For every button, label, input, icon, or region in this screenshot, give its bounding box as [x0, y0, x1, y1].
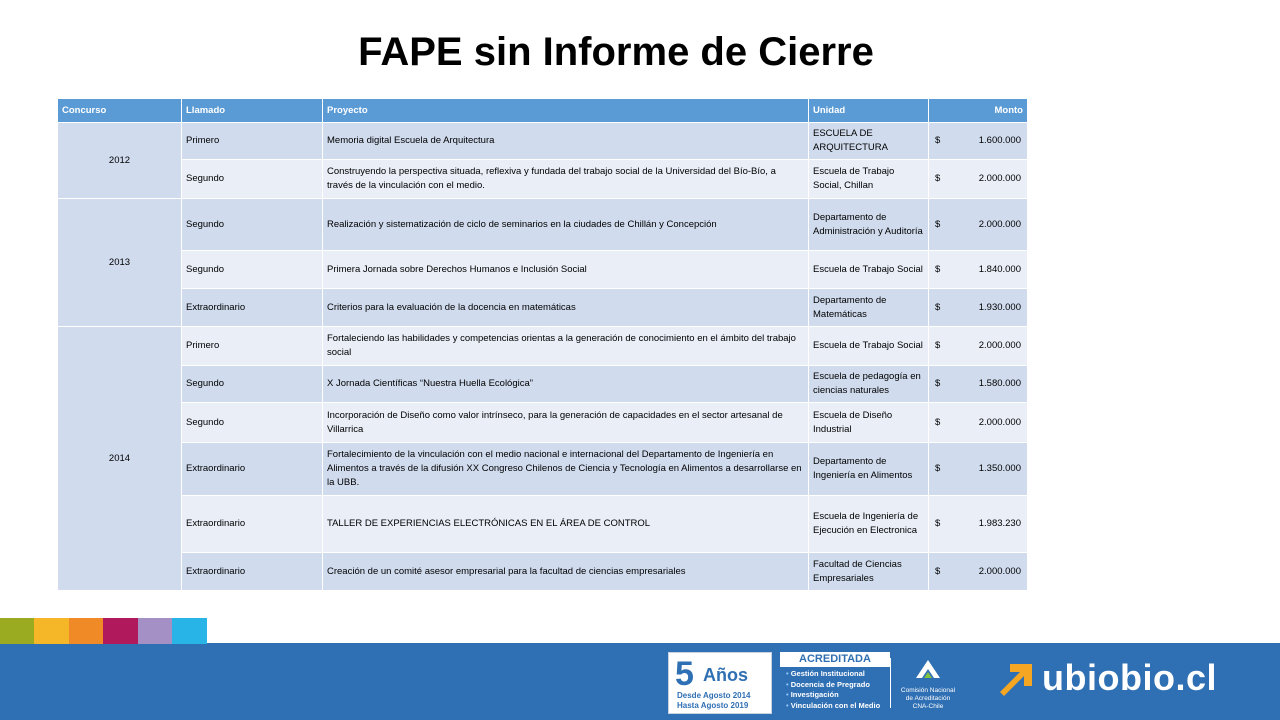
table-row — [58, 327, 1028, 366]
stripe — [138, 618, 172, 644]
monto-value: 2.000.000 — [978, 218, 1021, 230]
unidad-cell: ESCUELA DE ARQUITECTURA — [809, 123, 929, 160]
unidad-cell: Departamento de Administración y Auditoría — [809, 199, 929, 251]
stripe — [0, 618, 34, 644]
table-row — [58, 251, 1028, 289]
stripe — [69, 618, 103, 644]
table-row — [58, 199, 1028, 251]
stripe — [172, 618, 207, 644]
cna-line: CNA-Chile — [912, 703, 944, 710]
monto-cell — [929, 160, 1028, 199]
monto-value: 2.000.000 — [978, 173, 1021, 185]
accreditation-item: • Docencia de Pregrado — [780, 680, 890, 691]
brand-text: ubiobio.cl — [1042, 657, 1217, 698]
arrow-logo-icon — [996, 660, 1036, 696]
accreditation-item: • Investigación — [780, 690, 890, 701]
cna-line: de Acreditación — [905, 695, 951, 702]
llamado-cell: Segundo — [182, 199, 323, 251]
llamado-cell: Extraordinario — [182, 496, 323, 553]
proyecto-cell: Fortalecimiento de la vinculación con el medio nacional e internacional del Departamento de Ingeniería en Alimentos a través de la difusión XX Congreso Chilenos de Ciencia y Tecnología en Alimentos a desarrollarse en la UBB. — [323, 443, 809, 496]
accreditation-item: • Vinculación con el Medio — [780, 701, 890, 712]
table-row — [58, 496, 1028, 553]
currency-symbol: $ — [935, 173, 941, 185]
unidad-cell: Departamento de Ingeniería en Alimentos — [809, 443, 929, 496]
header-proyecto: Proyecto — [323, 99, 809, 123]
badge-number: 5 — [675, 655, 694, 693]
table-row — [58, 403, 1028, 443]
proyecto-cell: Memoria digital Escuela de Arquitectura — [323, 123, 809, 160]
unidad-cell: Escuela de pedagogía en ciencias naturales — [809, 366, 929, 403]
proyecto-cell: Creación de un comité asesor empresarial para la facultad de ciencias empresariales — [323, 553, 809, 591]
unidad-cell: Escuela de Trabajo Social — [809, 327, 929, 366]
currency-symbol: $ — [935, 416, 941, 428]
monto-value: 1.930.000 — [978, 301, 1021, 313]
accreditation-item: • Gestión Institucional — [780, 669, 890, 680]
cna-logo — [893, 652, 963, 714]
unidad-cell: Departamento de Matemáticas — [809, 289, 929, 327]
monto-cell — [929, 366, 1028, 403]
accreditation-box — [780, 652, 890, 714]
unidad-cell: Escuela de Trabajo Social — [809, 251, 929, 289]
year-cell: 2012 — [58, 123, 182, 199]
monto-cell — [929, 289, 1028, 327]
llamado-cell: Segundo — [182, 366, 323, 403]
unidad-cell: Escuela de Diseño Industrial — [809, 403, 929, 443]
badge-to: Hasta Agosto 2019 — [677, 701, 749, 710]
header-llamado: Llamado — [182, 99, 323, 123]
currency-symbol: $ — [935, 378, 941, 390]
unidad-cell: Escuela de Ingeniería de Ejecución en Electronica — [809, 496, 929, 553]
badge-from: Desde Agosto 2014 — [677, 691, 751, 700]
monto-value: 2.000.000 — [978, 340, 1021, 352]
color-stripes — [0, 618, 207, 644]
slide-title: FAPE sin Informe de Cierre — [358, 30, 874, 74]
stripe — [34, 618, 69, 644]
monto-cell — [929, 403, 1028, 443]
proyecto-cell: Realización y sistematización de ciclo de seminarios en la ciudades de Chillán y Concepción — [323, 199, 809, 251]
currency-symbol: $ — [935, 301, 941, 313]
year-cell: 2013 — [58, 199, 182, 327]
monto-cell — [929, 123, 1028, 160]
proyecto-cell: Criterios para la evaluación de la docencia en matemáticas — [323, 289, 809, 327]
monto-cell — [929, 443, 1028, 496]
proyecto-cell: Primera Jornada sobre Derechos Humanos e Inclusión Social — [323, 251, 809, 289]
unidad-cell: Facultad de Ciencias Empresariales — [809, 553, 929, 591]
accreditation-title: ACREDITADA — [780, 652, 890, 667]
footer-divider — [890, 658, 891, 708]
monto-value: 2.000.000 — [978, 416, 1021, 428]
proyecto-cell: Incorporación de Diseño como valor intrínseco, para la generación de capacidades en el sector artesanal de Villarrica — [323, 403, 809, 443]
monto-cell — [929, 327, 1028, 366]
currency-symbol: $ — [935, 518, 941, 530]
projects-table — [57, 98, 1028, 591]
monto-value: 1.983.230 — [978, 518, 1021, 530]
currency-symbol: $ — [935, 263, 941, 275]
header-unidad: Unidad — [809, 99, 929, 123]
header-concurso: Concurso — [58, 99, 182, 123]
ubiobio-logo — [996, 658, 1217, 698]
table-row — [58, 553, 1028, 591]
llamado-cell: Primero — [182, 327, 323, 366]
llamado-cell: Primero — [182, 123, 323, 160]
llamado-cell: Segundo — [182, 403, 323, 443]
monto-value: 1.350.000 — [978, 463, 1021, 475]
monto-cell — [929, 251, 1028, 289]
monto-value: 1.840.000 — [978, 263, 1021, 275]
llamado-cell: Segundo — [182, 251, 323, 289]
stripe — [103, 618, 138, 644]
llamado-cell: Extraordinario — [182, 289, 323, 327]
table-row — [58, 123, 1028, 160]
badge-word: Años — [703, 665, 748, 685]
cna-mark-icon — [914, 658, 942, 680]
currency-symbol: $ — [935, 565, 941, 577]
table-row — [58, 289, 1028, 327]
llamado-cell: Segundo — [182, 160, 323, 199]
proyecto-cell: Fortaleciendo las habilidades y competencias orientas a la generación de conocimiento en el ámbito del trabajo social — [323, 327, 809, 366]
monto-value: 2.000.000 — [978, 565, 1021, 577]
monto-cell — [929, 199, 1028, 251]
header-monto: Monto — [929, 99, 1028, 123]
cna-line: Comisión Nacional — [900, 687, 956, 694]
five-years-badge — [668, 652, 772, 714]
table-header-row — [58, 99, 1028, 123]
table-row — [58, 443, 1028, 496]
proyecto-cell: Construyendo la perspectiva situada, reflexiva y fundada del trabajo social de la Universidad del Bío-Bío, a través de la vinculación con el medio. — [323, 160, 809, 199]
currency-symbol: $ — [935, 135, 941, 147]
unidad-cell: Escuela de Trabajo Social, Chillan — [809, 160, 929, 199]
monto-value: 1.600.000 — [978, 135, 1021, 147]
monto-cell — [929, 553, 1028, 591]
table-row — [58, 160, 1028, 199]
monto-value: 1.580.000 — [978, 378, 1021, 390]
table-row — [58, 366, 1028, 403]
proyecto-cell: X Jornada Científicas “Nuestra Huella Ecológica” — [323, 366, 809, 403]
llamado-cell: Extraordinario — [182, 553, 323, 591]
year-cell: 2014 — [58, 327, 182, 591]
llamado-cell: Extraordinario — [182, 443, 323, 496]
monto-cell — [929, 496, 1028, 553]
currency-symbol: $ — [935, 218, 941, 230]
proyecto-cell: TALLER DE EXPERIENCIAS ELECTRÓNICAS EN EL ÁREA DE CONTROL — [323, 496, 809, 553]
currency-symbol: $ — [935, 340, 941, 352]
currency-symbol: $ — [935, 463, 941, 475]
